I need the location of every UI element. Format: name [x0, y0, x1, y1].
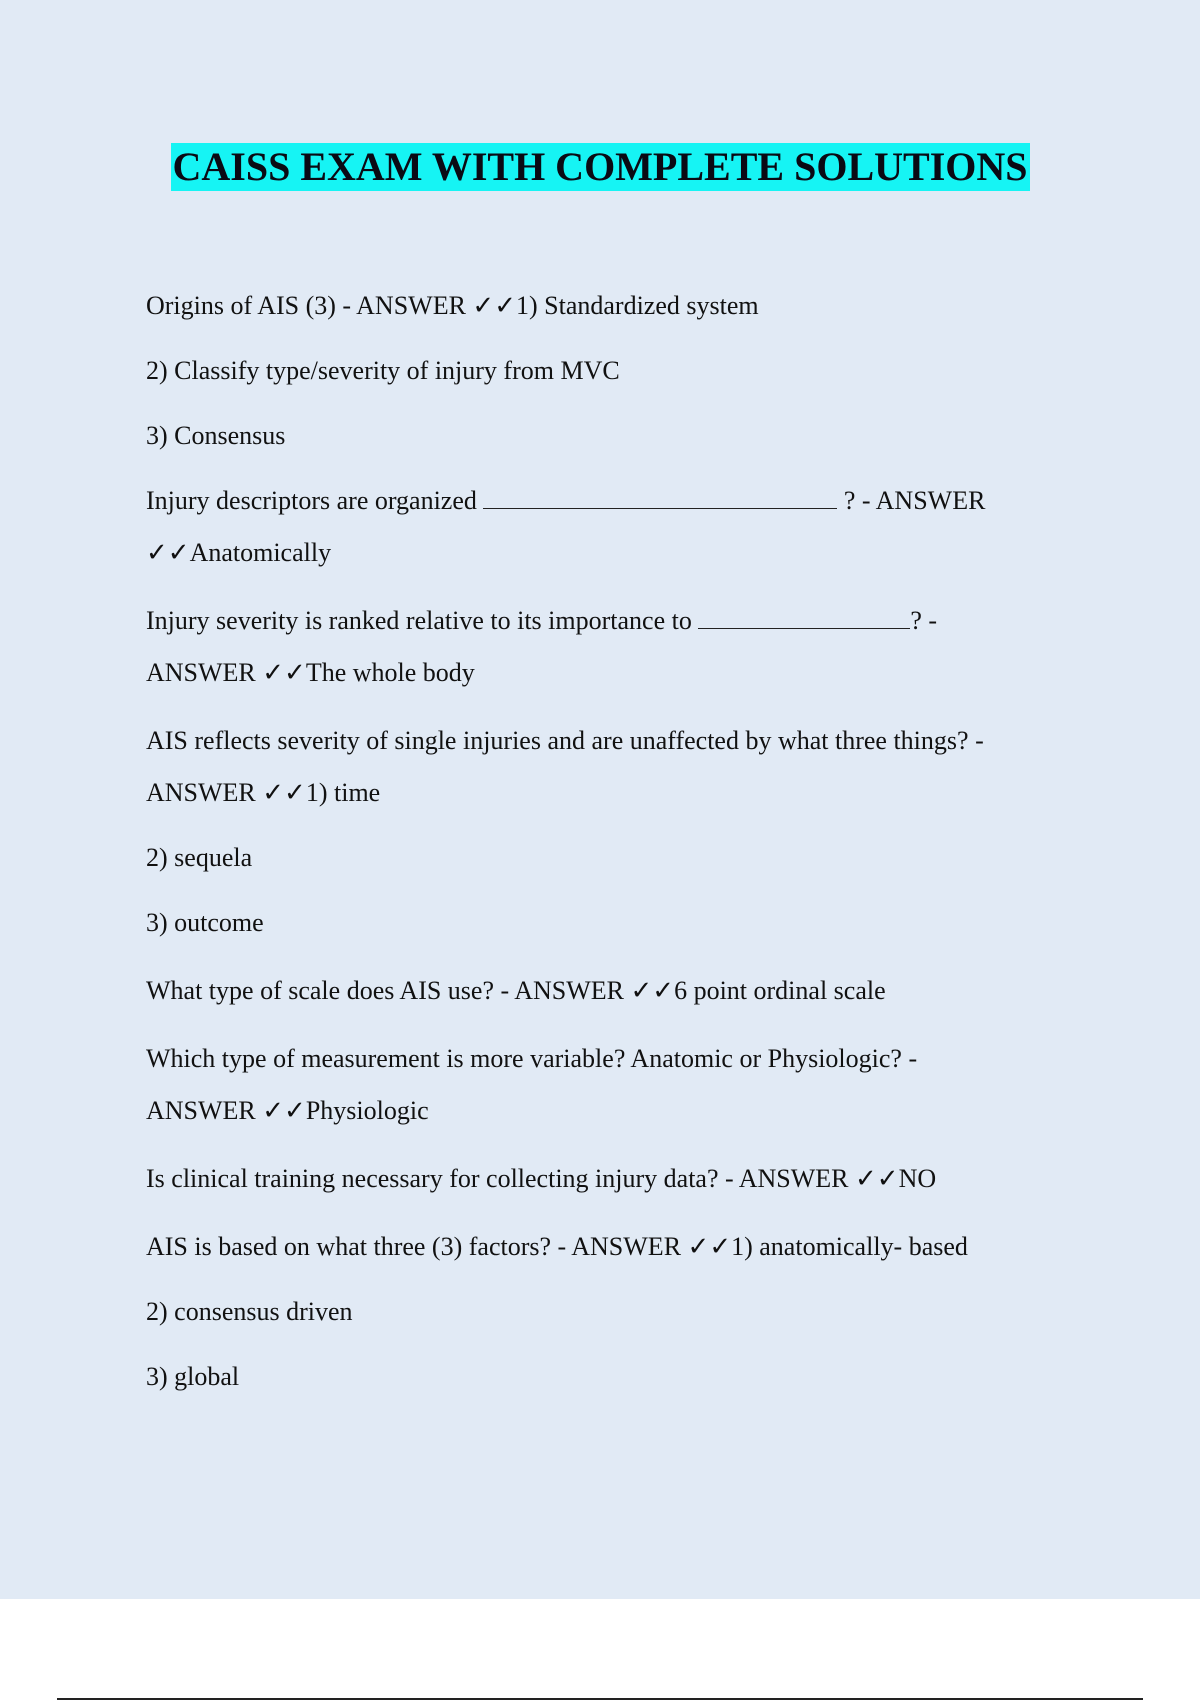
- qa-item-3-question: [146, 595, 1066, 647]
- qa-item-1-question: Origins of AIS (3) - ANSWER ✓✓1) Standardized system: [146, 291, 759, 320]
- qa-item-2-question: [146, 475, 1066, 527]
- qa-item-8-question: AIS is based on what three (3) factors? - ANSWER ✓✓1) anatomically- based: [146, 1232, 968, 1261]
- qa-item-2-answer: ✓✓Anatomically: [146, 538, 332, 567]
- qa-item-1-extra-2: 3) Consensus: [146, 421, 286, 450]
- qa-item-7-question: Is clinical training necessary for collecting injury data? - ANSWER ✓✓NO: [146, 1164, 937, 1193]
- qa-item-4-extra-1: 2) sequela: [146, 843, 253, 872]
- qa-content: [146, 280, 1066, 1403]
- qa-item-6-answer: ANSWER ✓✓Physiologic: [146, 1096, 429, 1125]
- qa-item-8-extra-1: 2) consensus driven: [146, 1297, 353, 1326]
- fill-in-blank-line: [698, 606, 910, 629]
- qa-item-3-answer: ANSWER ✓✓The whole body: [146, 658, 475, 687]
- footer-divider: [57, 1698, 1143, 1700]
- qa-item-1-extra-1: 2) Classify type/severity of injury from MVC: [146, 356, 620, 385]
- qa-item-2-question-prefix: Injury descriptors are organized: [146, 486, 484, 515]
- qa-item-3-question-prefix: Injury severity is ranked relative to its importance to: [146, 606, 699, 635]
- qa-item-5-question: What type of scale does AIS use? - ANSWER ✓✓6 point ordinal scale: [146, 976, 886, 1005]
- qa-item-4-answer: ANSWER ✓✓1) time: [146, 778, 381, 807]
- qa-item-8-extra-2: 3) global: [146, 1362, 240, 1391]
- qa-item-2-question-suffix: ? - ANSWER: [837, 486, 986, 515]
- document-title: CAISS EXAM WITH COMPLETE SOLUTIONS: [172, 144, 1028, 189]
- qa-item-3-question-suffix: ? -: [910, 606, 938, 635]
- qa-item-4-extra-2: 3) outcome: [146, 908, 264, 937]
- title-container: [0, 143, 1200, 191]
- qa-item-6-question: Which type of measurement is more variable? Anatomic or Physiologic? -: [146, 1044, 918, 1073]
- qa-item-4-question: AIS reflects severity of single injuries and are unaffected by what three things? -: [146, 726, 984, 755]
- fill-in-blank-line: [483, 486, 837, 509]
